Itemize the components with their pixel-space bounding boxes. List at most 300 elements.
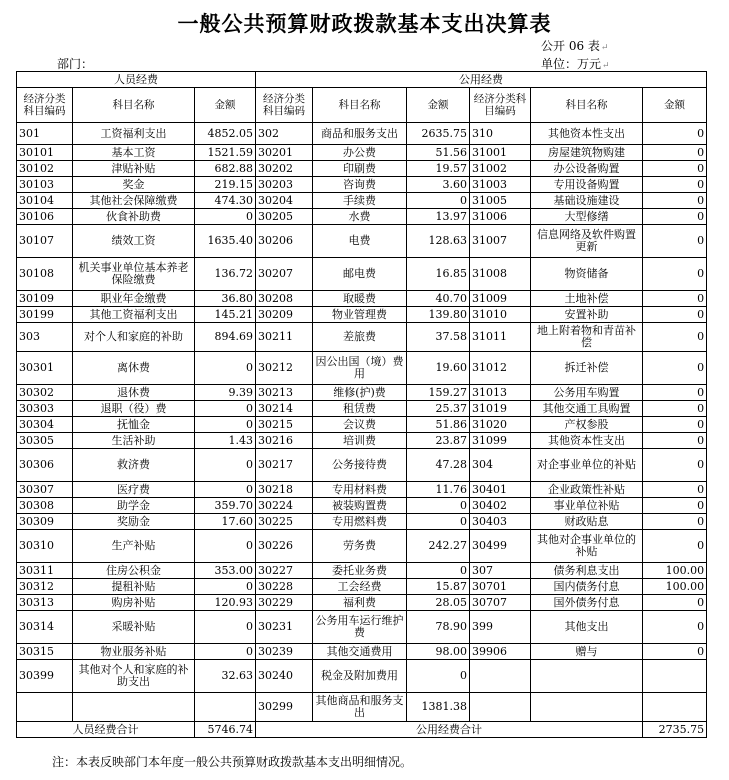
cell-name: 手续费 bbox=[313, 193, 407, 209]
cell-amount: 4852.05 bbox=[195, 123, 256, 145]
table-row bbox=[17, 579, 707, 595]
cell-name: 其他资本性支出 bbox=[531, 123, 643, 145]
cell-name: 办公费 bbox=[313, 145, 407, 161]
cell-amount: 0 bbox=[643, 291, 707, 307]
cell-amount: 0 bbox=[195, 530, 256, 563]
cell-amount: 23.87 bbox=[407, 433, 470, 449]
cell-amount: 9.39 bbox=[195, 385, 256, 401]
cell-amount: 2635.75 bbox=[407, 123, 470, 145]
cell-code: 30225 bbox=[256, 514, 313, 530]
table-row bbox=[17, 193, 707, 209]
cell-code: 30206 bbox=[256, 225, 313, 258]
cell-name: 专用设备购置 bbox=[531, 177, 643, 193]
cell-code: 30107 bbox=[17, 225, 73, 258]
cell-code: 30313 bbox=[17, 595, 73, 611]
cell-amount bbox=[643, 693, 707, 722]
cell-amount: 0 bbox=[195, 644, 256, 660]
cell-amount: 0 bbox=[643, 595, 707, 611]
table-row bbox=[17, 530, 707, 563]
cell-name: 救济费 bbox=[73, 449, 195, 482]
cell-amount: 37.58 bbox=[407, 323, 470, 352]
cell-code: 31002 bbox=[470, 161, 531, 177]
cell-amount: 78.90 bbox=[407, 611, 470, 644]
cell-name: 维修(护)费 bbox=[313, 385, 407, 401]
department-label: 部门： bbox=[57, 57, 94, 71]
cell-amount: 13.97 bbox=[407, 209, 470, 225]
cell-amount: 0 bbox=[643, 514, 707, 530]
cell-amount: 19.57 bbox=[407, 161, 470, 177]
cell-name bbox=[531, 660, 643, 693]
cell-code: 30209 bbox=[256, 307, 313, 323]
cell-code: 31010 bbox=[470, 307, 531, 323]
table-row bbox=[17, 482, 707, 498]
cell-code: 30228 bbox=[256, 579, 313, 595]
cell-name: 债务利息支出 bbox=[531, 563, 643, 579]
cell-code: 31013 bbox=[470, 385, 531, 401]
table-row bbox=[17, 307, 707, 323]
cell-code: 31020 bbox=[470, 417, 531, 433]
cell-name: 印刷费 bbox=[313, 161, 407, 177]
cell-amount: 11.76 bbox=[407, 482, 470, 498]
cell-name: 财政贴息 bbox=[531, 514, 643, 530]
cell-code: 307 bbox=[470, 563, 531, 579]
cell-amount: 1381.38 bbox=[407, 693, 470, 722]
cell-code bbox=[470, 693, 531, 722]
cell-code bbox=[470, 660, 531, 693]
cell-amount: 1635.40 bbox=[195, 225, 256, 258]
cell-code: 30103 bbox=[17, 177, 73, 193]
cell-name: 对企事业单位的补贴 bbox=[531, 449, 643, 482]
cell-amount: 0 bbox=[643, 530, 707, 563]
cell-code: 30211 bbox=[256, 323, 313, 352]
cell-code: 30108 bbox=[17, 258, 73, 291]
table-row bbox=[17, 258, 707, 291]
col-header-name: 科目名称 bbox=[73, 88, 195, 123]
cell-amount: 682.88 bbox=[195, 161, 256, 177]
cell-name: 医疗费 bbox=[73, 482, 195, 498]
cell-code: 30207 bbox=[256, 258, 313, 291]
cell-name: 公务接待费 bbox=[313, 449, 407, 482]
cell-amount: 1.43 bbox=[195, 433, 256, 449]
cell-name: 安置补助 bbox=[531, 307, 643, 323]
cell-code: 30309 bbox=[17, 514, 73, 530]
table-row bbox=[17, 352, 707, 385]
expenditure-table-frame bbox=[16, 71, 706, 751]
cell-amount: 0 bbox=[407, 514, 470, 530]
cell-name: 取暖费 bbox=[313, 291, 407, 307]
cell-name: 其他对企事业单位的补贴 bbox=[531, 530, 643, 563]
cell-name: 公务用车购置 bbox=[531, 385, 643, 401]
cell-name: 国内债务付息 bbox=[531, 579, 643, 595]
cell-amount: 0 bbox=[195, 417, 256, 433]
cell-amount: 1521.59 bbox=[195, 145, 256, 161]
cell-code: 31006 bbox=[470, 209, 531, 225]
cell-name: 事业单位补贴 bbox=[531, 498, 643, 514]
col-header-code: 经济分类科目编码 bbox=[470, 88, 531, 123]
col-header-name: 科目名称 bbox=[313, 88, 407, 123]
cell-amount: 353.00 bbox=[195, 563, 256, 579]
cell-name: 房屋建筑物购建 bbox=[531, 145, 643, 161]
cell-code: 31008 bbox=[470, 258, 531, 291]
cell-name: 税金及附加费用 bbox=[313, 660, 407, 693]
cell-code: 31012 bbox=[470, 352, 531, 385]
cell-code: 30307 bbox=[17, 482, 73, 498]
col-header-amount: 金额 bbox=[643, 88, 707, 123]
cell-code: 31011 bbox=[470, 323, 531, 352]
cell-name: 职业年金缴费 bbox=[73, 291, 195, 307]
footnote: 注：本表反映部门本年度一般公共预算财政拨款基本支出明细情况。 bbox=[52, 755, 413, 769]
cell-code: 31099 bbox=[470, 433, 531, 449]
cell-name: 伙食补助费 bbox=[73, 209, 195, 225]
table-row bbox=[17, 123, 707, 145]
cell-amount: 145.21 bbox=[195, 307, 256, 323]
cell-code: 30314 bbox=[17, 611, 73, 644]
public-total-label: 公用经费合计 bbox=[256, 722, 643, 738]
col-header-name: 科目名称 bbox=[531, 88, 643, 123]
cell-amount: 0 bbox=[407, 660, 470, 693]
cell-name: 工会经费 bbox=[313, 579, 407, 595]
cell-amount: 36.80 bbox=[195, 291, 256, 307]
col-header-amount: 金额 bbox=[195, 88, 256, 123]
cell-amount: 0 bbox=[195, 611, 256, 644]
cell-name: 其他商品和服务支出 bbox=[313, 693, 407, 722]
public-total-value: 2735.75 bbox=[643, 722, 707, 738]
cell-name: 其他交通工具购置 bbox=[531, 401, 643, 417]
cell-name: 信息网络及软件购置更新 bbox=[531, 225, 643, 258]
table-row bbox=[17, 291, 707, 307]
cell-amount: 0 bbox=[643, 385, 707, 401]
table-row bbox=[17, 177, 707, 193]
col-header-code: 经济分类科目编码 bbox=[256, 88, 313, 123]
cell-amount: 0 bbox=[643, 161, 707, 177]
table-row bbox=[17, 660, 707, 693]
cell-code: 30312 bbox=[17, 579, 73, 595]
cell-code: 310 bbox=[470, 123, 531, 145]
cell-code: 30402 bbox=[470, 498, 531, 514]
table-row bbox=[17, 514, 707, 530]
cell-code: 31001 bbox=[470, 145, 531, 161]
cell-code: 30213 bbox=[256, 385, 313, 401]
cell-code: 30217 bbox=[256, 449, 313, 482]
cell-amount: 25.37 bbox=[407, 401, 470, 417]
table-row bbox=[17, 401, 707, 417]
cell-name: 津贴补贴 bbox=[73, 161, 195, 177]
cell-name: 办公设备购置 bbox=[531, 161, 643, 177]
cell-amount: 0 bbox=[643, 225, 707, 258]
cell-amount: 0 bbox=[195, 449, 256, 482]
cell-amount: 0 bbox=[643, 323, 707, 352]
cell-amount: 0 bbox=[643, 123, 707, 145]
cell-name: 住房公积金 bbox=[73, 563, 195, 579]
form-number: 公开 06 表↵ bbox=[541, 39, 609, 53]
personnel-total-value: 5746.74 bbox=[195, 722, 256, 738]
cell-code: 30306 bbox=[17, 449, 73, 482]
cell-code: 399 bbox=[470, 611, 531, 644]
cell-code: 30203 bbox=[256, 177, 313, 193]
cell-amount: 0 bbox=[643, 611, 707, 644]
cell-name: 绩效工资 bbox=[73, 225, 195, 258]
cell-name: 提租补贴 bbox=[73, 579, 195, 595]
cell-name: 专用材料费 bbox=[313, 482, 407, 498]
cell-amount: 0 bbox=[643, 417, 707, 433]
cell-name: 商品和服务支出 bbox=[313, 123, 407, 145]
cell-code: 30707 bbox=[470, 595, 531, 611]
cell-amount: 0 bbox=[407, 563, 470, 579]
cell-name: 公务用车运行维护费 bbox=[313, 611, 407, 644]
cell-code: 30226 bbox=[256, 530, 313, 563]
cell-name: 基本工资 bbox=[73, 145, 195, 161]
cell-name: 拆迁补偿 bbox=[531, 352, 643, 385]
cell-amount: 0 bbox=[195, 579, 256, 595]
cell-code: 30239 bbox=[256, 644, 313, 660]
table-row bbox=[17, 433, 707, 449]
cell-code: 30214 bbox=[256, 401, 313, 417]
cell-code: 30303 bbox=[17, 401, 73, 417]
cell-amount: 159.27 bbox=[407, 385, 470, 401]
cell-name: 产权参股 bbox=[531, 417, 643, 433]
cell-amount: 0 bbox=[195, 401, 256, 417]
cell-code: 31019 bbox=[470, 401, 531, 417]
cell-amount: 0 bbox=[195, 209, 256, 225]
cell-code: 301 bbox=[17, 123, 73, 145]
cell-code: 30231 bbox=[256, 611, 313, 644]
cell-amount: 139.80 bbox=[407, 307, 470, 323]
cell-code: 30301 bbox=[17, 352, 73, 385]
cell-amount: 16.85 bbox=[407, 258, 470, 291]
cell-code: 30304 bbox=[17, 417, 73, 433]
cell-code: 30212 bbox=[256, 352, 313, 385]
cell-amount: 51.86 bbox=[407, 417, 470, 433]
personnel-total-label: 人员经费合计 bbox=[17, 722, 195, 738]
cell-amount: 0 bbox=[643, 209, 707, 225]
cell-code: 30199 bbox=[17, 307, 73, 323]
cell-amount: 120.93 bbox=[195, 595, 256, 611]
cell-name: 奖金 bbox=[73, 177, 195, 193]
cell-code: 31005 bbox=[470, 193, 531, 209]
cell-code: 30310 bbox=[17, 530, 73, 563]
cell-amount: 128.63 bbox=[407, 225, 470, 258]
cell-code: 30106 bbox=[17, 209, 73, 225]
cell-name: 生活补助 bbox=[73, 433, 195, 449]
cell-name: 土地补偿 bbox=[531, 291, 643, 307]
cell-name: 国外债务付息 bbox=[531, 595, 643, 611]
public-section-header: 公用经费 bbox=[256, 72, 707, 88]
table-row bbox=[17, 563, 707, 579]
cell-name: 水费 bbox=[313, 209, 407, 225]
cell-name: 福利费 bbox=[313, 595, 407, 611]
cell-amount: 100.00 bbox=[643, 579, 707, 595]
cell-code: 30224 bbox=[256, 498, 313, 514]
cell-amount: 0 bbox=[643, 352, 707, 385]
cell-amount: 474.30 bbox=[195, 193, 256, 209]
cell-name: 其他工资福利支出 bbox=[73, 307, 195, 323]
cell-amount: 0 bbox=[643, 401, 707, 417]
cell-code: 30216 bbox=[256, 433, 313, 449]
unit-label: 单位：万元↵ bbox=[541, 57, 610, 71]
table-row bbox=[17, 595, 707, 611]
cell-amount: 0 bbox=[407, 193, 470, 209]
cell-code: 30403 bbox=[470, 514, 531, 530]
cell-name: 赠与 bbox=[531, 644, 643, 660]
cell-name: 物业管理费 bbox=[313, 307, 407, 323]
cell-name: 其他资本性支出 bbox=[531, 433, 643, 449]
cell-name: 机关事业单位基本养老保险缴费 bbox=[73, 258, 195, 291]
cell-code: 302 bbox=[256, 123, 313, 145]
cell-name: 基础设施建设 bbox=[531, 193, 643, 209]
cell-name: 工资福利支出 bbox=[73, 123, 195, 145]
cell-code: 31009 bbox=[470, 291, 531, 307]
table-row bbox=[17, 225, 707, 258]
cell-name: 会议费 bbox=[313, 417, 407, 433]
cell-amount: 242.27 bbox=[407, 530, 470, 563]
col-header-amount: 金额 bbox=[407, 88, 470, 123]
table-row bbox=[17, 323, 707, 352]
cell-name: 租赁费 bbox=[313, 401, 407, 417]
table-row bbox=[17, 611, 707, 644]
cell-code: 30229 bbox=[256, 595, 313, 611]
cell-name: 电费 bbox=[313, 225, 407, 258]
cell-code: 30204 bbox=[256, 193, 313, 209]
cell-name: 退职（役）费 bbox=[73, 401, 195, 417]
cell-amount: 0 bbox=[407, 498, 470, 514]
cell-name: 其他对个人和家庭的补助支出 bbox=[73, 660, 195, 693]
cell-name: 离休费 bbox=[73, 352, 195, 385]
table-row bbox=[17, 145, 707, 161]
table-row bbox=[17, 498, 707, 514]
cell-amount: 3.60 bbox=[407, 177, 470, 193]
cell-amount: 0 bbox=[643, 449, 707, 482]
cell-code: 30102 bbox=[17, 161, 73, 177]
cell-name: 其他社会保障缴费 bbox=[73, 193, 195, 209]
cell-name bbox=[73, 693, 195, 722]
cell-amount: 0 bbox=[643, 193, 707, 209]
cell-code: 30109 bbox=[17, 291, 73, 307]
cell-code: 304 bbox=[470, 449, 531, 482]
cell-amount: 98.00 bbox=[407, 644, 470, 660]
cell-code: 30227 bbox=[256, 563, 313, 579]
cell-name: 物业服务补贴 bbox=[73, 644, 195, 660]
cell-name: 大型修缮 bbox=[531, 209, 643, 225]
cell-code: 30401 bbox=[470, 482, 531, 498]
cell-amount: 0 bbox=[643, 145, 707, 161]
cell-code: 30315 bbox=[17, 644, 73, 660]
cell-code: 31003 bbox=[470, 177, 531, 193]
cell-name: 购房补贴 bbox=[73, 595, 195, 611]
cell-amount: 47.28 bbox=[407, 449, 470, 482]
col-header-code: 经济分类科目编码 bbox=[17, 88, 73, 123]
expenditure-table bbox=[16, 71, 707, 738]
cell-name: 被装购置费 bbox=[313, 498, 407, 514]
cell-amount bbox=[195, 693, 256, 722]
cell-amount: 136.72 bbox=[195, 258, 256, 291]
cell-amount: 0 bbox=[195, 482, 256, 498]
cell-amount: 219.15 bbox=[195, 177, 256, 193]
cell-name: 退休费 bbox=[73, 385, 195, 401]
cell-name: 对个人和家庭的补助 bbox=[73, 323, 195, 352]
cell-amount: 0 bbox=[643, 307, 707, 323]
cell-code: 30215 bbox=[256, 417, 313, 433]
cell-code: 30240 bbox=[256, 660, 313, 693]
cell-code: 30101 bbox=[17, 145, 73, 161]
cell-name: 专用燃料费 bbox=[313, 514, 407, 530]
cell-amount: 359.70 bbox=[195, 498, 256, 514]
personnel-section-header: 人员经费 bbox=[17, 72, 256, 88]
cell-amount: 28.05 bbox=[407, 595, 470, 611]
cell-code: 30701 bbox=[470, 579, 531, 595]
cell-code: 30311 bbox=[17, 563, 73, 579]
cell-name: 抚恤金 bbox=[73, 417, 195, 433]
cell-amount: 17.60 bbox=[195, 514, 256, 530]
cell-name: 培训费 bbox=[313, 433, 407, 449]
cell-code: 30205 bbox=[256, 209, 313, 225]
cell-name: 劳务费 bbox=[313, 530, 407, 563]
cell-name: 其他交通费用 bbox=[313, 644, 407, 660]
cell-amount: 19.60 bbox=[407, 352, 470, 385]
table-row bbox=[17, 385, 707, 401]
cell-amount: 40.70 bbox=[407, 291, 470, 307]
cell-code: 30218 bbox=[256, 482, 313, 498]
table-row bbox=[17, 417, 707, 433]
cell-amount: 0 bbox=[643, 433, 707, 449]
cell-name: 因公出国（境）费用 bbox=[313, 352, 407, 385]
cell-amount bbox=[643, 660, 707, 693]
cell-code: 30302 bbox=[17, 385, 73, 401]
cell-code bbox=[17, 693, 73, 722]
cell-name: 助学金 bbox=[73, 498, 195, 514]
cell-code: 30308 bbox=[17, 498, 73, 514]
cell-name: 企业政策性补贴 bbox=[531, 482, 643, 498]
cell-name: 咨询费 bbox=[313, 177, 407, 193]
cell-code: 31007 bbox=[470, 225, 531, 258]
cell-code: 30201 bbox=[256, 145, 313, 161]
cell-name: 生产补贴 bbox=[73, 530, 195, 563]
cell-name bbox=[531, 693, 643, 722]
table-row bbox=[17, 449, 707, 482]
table-row bbox=[17, 644, 707, 660]
cell-amount: 51.56 bbox=[407, 145, 470, 161]
cell-amount: 0 bbox=[195, 352, 256, 385]
table-row bbox=[17, 209, 707, 225]
cell-code: 30305 bbox=[17, 433, 73, 449]
table-row bbox=[17, 693, 707, 722]
cell-code: 30399 bbox=[17, 660, 73, 693]
cell-amount: 0 bbox=[643, 177, 707, 193]
cell-amount: 0 bbox=[643, 498, 707, 514]
cell-amount: 0 bbox=[643, 258, 707, 291]
report-title: 一般公共预算财政拨款基本支出决算表 bbox=[177, 12, 552, 36]
cell-name: 物资储备 bbox=[531, 258, 643, 291]
cell-name: 地上附着物和青苗补偿 bbox=[531, 323, 643, 352]
cell-amount: 100.00 bbox=[643, 563, 707, 579]
cell-amount: 15.87 bbox=[407, 579, 470, 595]
table-row bbox=[17, 161, 707, 177]
cell-code: 303 bbox=[17, 323, 73, 352]
cell-amount: 894.69 bbox=[195, 323, 256, 352]
cell-name: 邮电费 bbox=[313, 258, 407, 291]
cell-amount: 0 bbox=[643, 482, 707, 498]
cell-amount: 32.63 bbox=[195, 660, 256, 693]
cell-name: 差旅费 bbox=[313, 323, 407, 352]
cell-code: 30208 bbox=[256, 291, 313, 307]
cell-code: 39906 bbox=[470, 644, 531, 660]
cell-amount: 0 bbox=[643, 644, 707, 660]
cell-name: 奖励金 bbox=[73, 514, 195, 530]
cell-name: 委托业务费 bbox=[313, 563, 407, 579]
cell-code: 30299 bbox=[256, 693, 313, 722]
cell-name: 其他支出 bbox=[531, 611, 643, 644]
cell-name: 采暖补贴 bbox=[73, 611, 195, 644]
cell-code: 30104 bbox=[17, 193, 73, 209]
